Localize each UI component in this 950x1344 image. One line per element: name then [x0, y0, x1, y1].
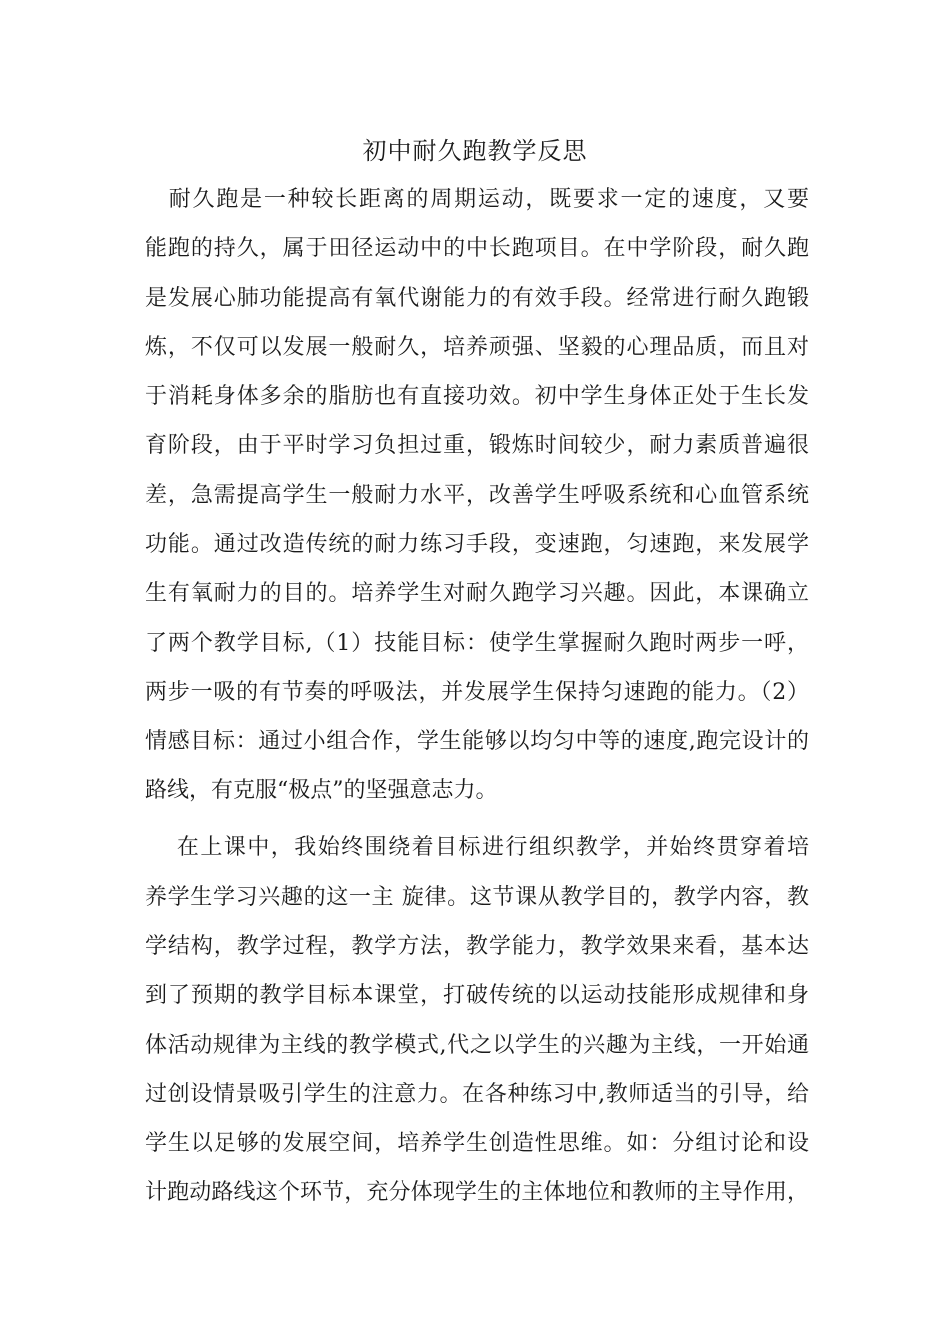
paragraph-1-line: 了两个教学目标,（1）技能目标：使学生掌握耐久跑时两步一呼，	[145, 631, 809, 656]
paragraph-1-line: 是发展心肺功能提高有氧代谢能力的有效手段。经常进行耐久跑锻	[145, 286, 809, 311]
paragraph-2-line: 到了预期的教学目标本课堂，打破传统的以运动技能形成规律和身	[145, 983, 809, 1008]
paragraph-2-line: 养学生学习兴趣的这一主 旋律。这节课从教学目的，教学内容，教	[145, 885, 809, 910]
paragraph-2-line: 体活动规律为主线的教学模式,代之以学生的兴趣为主线，一开始通	[145, 1033, 809, 1058]
paragraph-1-line: 差，急需提高学生一般耐力水平，改善学生呼吸系统和心血管系统	[145, 483, 809, 508]
paragraph-2-line: 学结构，教学过程，教学方法，教学能力，教学效果来看，基本达	[145, 934, 809, 959]
paragraph-2-line: 在上课中，我始终围绕着目标进行组织教学，并始终贯穿着培	[145, 835, 809, 860]
paragraph-1-line: 育阶段，由于平时学习负担过重，锻炼时间较少，耐力素质普遍很	[145, 433, 809, 458]
paragraph-2-line: 学生以足够的发展空间，培养学生创造性思维。如：分组讨论和设	[145, 1131, 809, 1156]
document-title: 初中耐久跑教学反思	[362, 137, 588, 165]
paragraph-1-line: 生有氧耐力的目的。培养学生对耐久跑学习兴趣。因此，本课确立	[145, 581, 809, 606]
paragraph-2-line: 过创设情景吸引学生的注意力。在各种练习中,教师适当的引导，给	[145, 1082, 809, 1107]
paragraph-1-line: 情感目标：通过小组合作，学生能够以均匀中等的速度,跑完设计的	[145, 729, 809, 754]
paragraph-1-line: 功能。通过改造传统的耐力练习手段，变速跑，匀速跑，来发展学	[145, 532, 809, 557]
paragraph-1-line: 两步一吸的有节奏的呼吸法，并发展学生保持匀速跑的能力。（2）	[145, 680, 809, 705]
paragraph-1-line: 路线，有克服“极点”的坚强意志力。	[145, 778, 498, 803]
paragraph-1-line: 于消耗身体多余的脂肪也有直接功效。初中学生身体正处于生长发	[145, 384, 809, 409]
paragraph-2-line: 计跑动路线这个环节，充分体现学生的主体地位和教师的主导作用，	[145, 1180, 809, 1205]
paragraph-1-line: 炼，不仅可以发展一般耐久，培养顽强、坚毅的心理品质，而且对	[145, 335, 809, 360]
paragraph-1-line: 能跑的持久，属于田径运动中的中长跑项目。在中学阶段，耐久跑	[145, 236, 809, 261]
paragraph-1-line: 耐久跑是一种较长距离的周期运动，既要求一定的速度，又要	[145, 187, 809, 212]
